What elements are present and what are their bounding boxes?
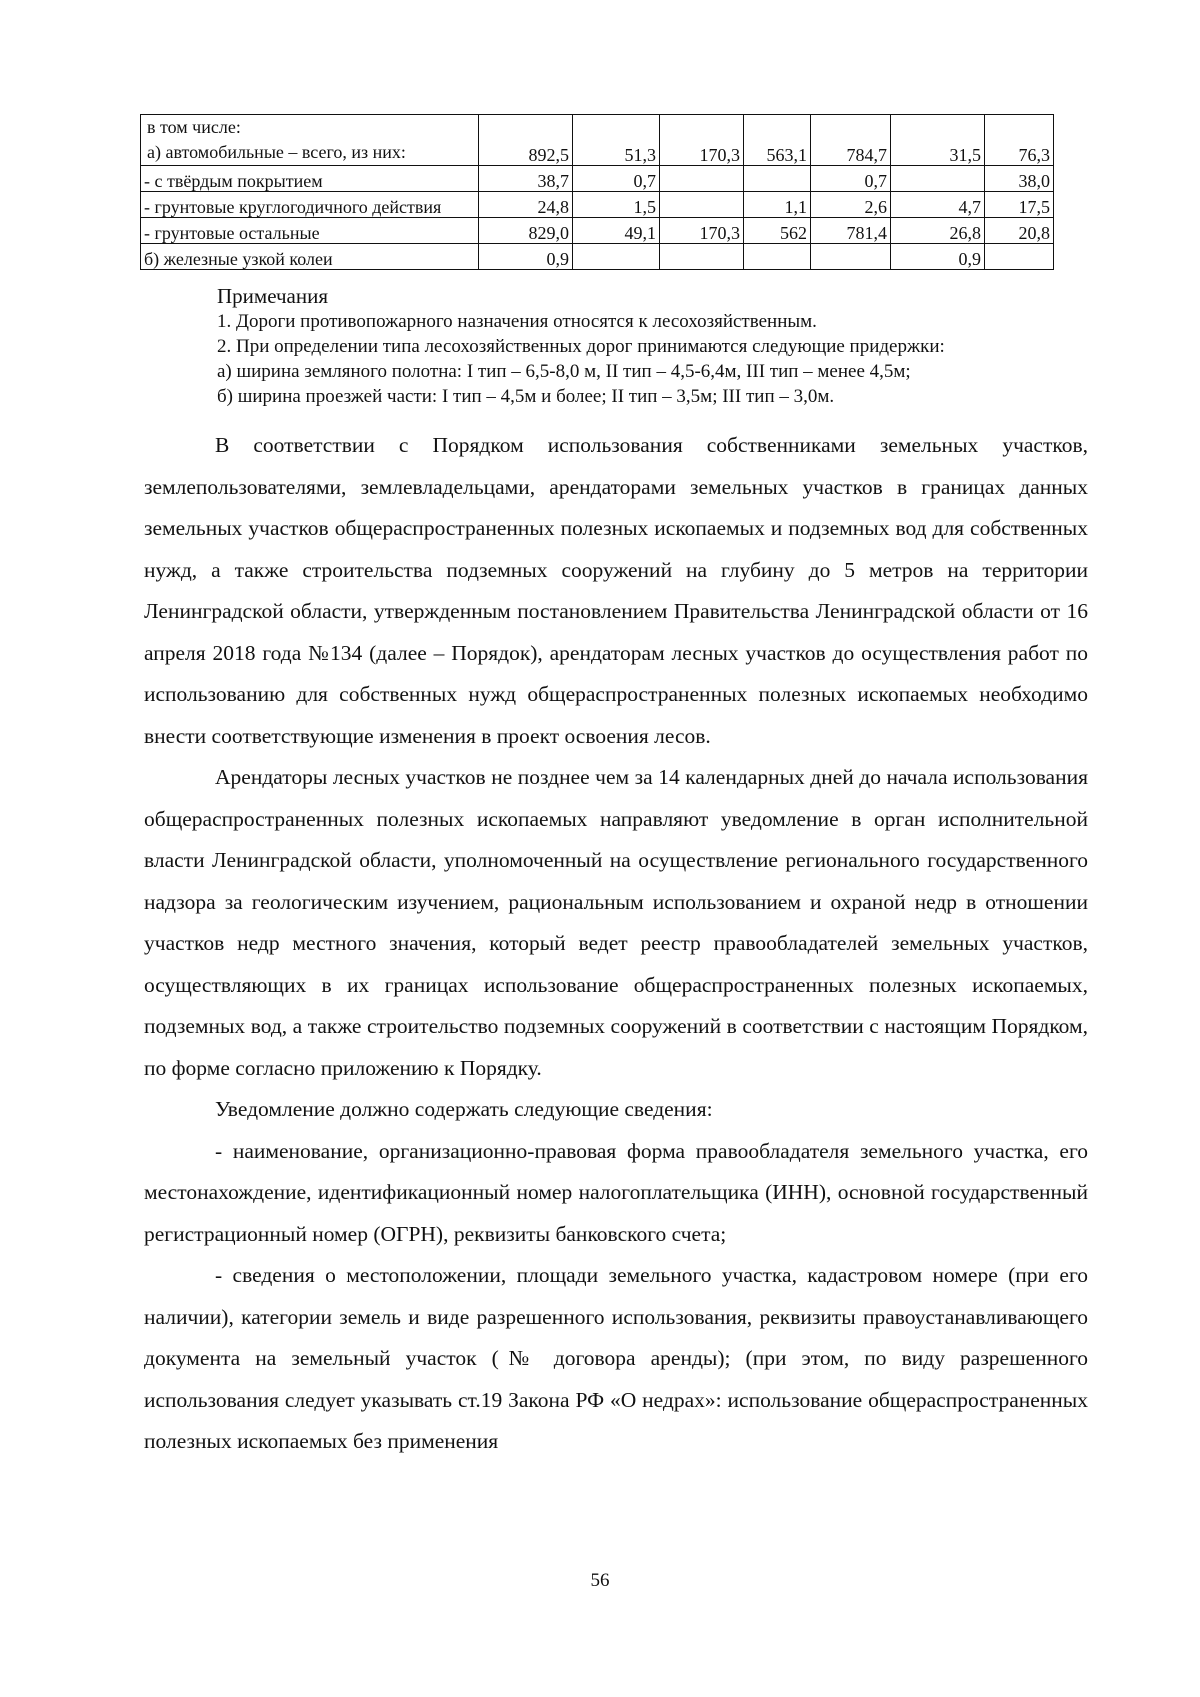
table-header-label: в том числе: (147, 117, 241, 137)
paragraph: В соответствии с Порядком использования собственниками земельных участков, землепользователями, землевладельцами, арендаторами земельных участков в границах данных земельных участков общераспространенных полезных ископаемых и подземных вод для собственных нужд, а также строительства подземных сооружений на глубину до 5 метров на территории Ленинградской области, утвержденным постановлением Правительства Ленинградской области от 16 апреля 2018 года №134 (далее – Порядок), арендаторам лесных участков до осуществления работ по использованию для собственных нужд общераспространенных полезных ископаемых необходимо внести соответствующие изменения в проект освоения лесов. (144, 433, 1088, 748)
table-cell: 781,4 (811, 218, 891, 244)
note-line: а) ширина земляного полотна: I тип – 6,5-8,0 м, II тип – 4,5-6,4м, III тип – менее 4,5м; (217, 361, 911, 382)
row-label: б) железные узкой колеи (141, 244, 479, 270)
table-cell: 1,1 (744, 192, 811, 218)
table-cell (811, 244, 891, 270)
table-cell: 24,8 (479, 192, 573, 218)
table-cell: 4,7 (891, 192, 985, 218)
table-cell (985, 244, 1054, 270)
table-cell: 562 (744, 218, 811, 244)
roads-table (140, 114, 1054, 270)
table-cell (744, 244, 811, 270)
table-cell: 892,5 (479, 115, 573, 166)
paragraph: - наименование, организационно-правовая форма правообладателя земельного участка, его местонахождение, идентификационный номер налогоплательщика (ИНН), основной государственный регистрационный номер (ОГРН), реквизиты банковского счета; (144, 1138, 1088, 1246)
table-cell: 0,9 (891, 244, 985, 270)
table-cell: 0,7 (811, 166, 891, 192)
table-row (141, 218, 1054, 244)
row-label: - грунтовые круглогодичного действия (141, 192, 479, 218)
table-cell: 49,1 (573, 218, 660, 244)
table-cell (891, 166, 985, 192)
notes-heading: Примечания (217, 284, 329, 308)
table-cell: 829,0 (479, 218, 573, 244)
table-cell: 38,7 (479, 166, 573, 192)
table-cell: 2,6 (811, 192, 891, 218)
notes-block (217, 284, 1117, 409)
row-label: а) автомобильные – всего, из них: (147, 142, 406, 162)
row-label: - грунтовые остальные (141, 218, 479, 244)
table-cell: 170,3 (660, 115, 744, 166)
table-cell-label (141, 115, 479, 166)
table-cell: 170,3 (660, 218, 744, 244)
table-cell: 20,8 (985, 218, 1054, 244)
table-cell (744, 166, 811, 192)
table-cell: 0,7 (573, 166, 660, 192)
table-row (141, 115, 1054, 166)
table-row (141, 166, 1054, 192)
table-row (141, 192, 1054, 218)
table-cell: 76,3 (985, 115, 1054, 166)
table-row (141, 244, 1054, 270)
table-cell (573, 244, 660, 270)
body-text (144, 425, 1088, 1463)
table-cell (660, 166, 744, 192)
table-cell (660, 244, 744, 270)
table-cell: 51,3 (573, 115, 660, 166)
page-number: 56 (590, 1570, 610, 1591)
table-cell: 1,5 (573, 192, 660, 218)
note-line: 1. Дороги противопожарного назначения относятся к лесохозяйственным. (217, 311, 817, 332)
table-cell: 784,7 (811, 115, 891, 166)
table-cell: 563,1 (744, 115, 811, 166)
table-cell: 26,8 (891, 218, 985, 244)
note-line: б) ширина проезжей части: I тип – 4,5м и более; II тип – 3,5м; III тип – 3,0м. (217, 386, 835, 407)
paragraph: Арендаторы лесных участков не позднее чем за 14 календарных дней до начала использования общераспространенных полезных ископаемых направляют уведомление в орган исполнительной власти Ленинградской области, уполномоченный на осуществление регионального государственного надзора за геологическим изучением, рациональным использованием и охраной недр в отношении участков недр местного значения, который ведет реестр правообладателей земельных участков, осуществляющих в их границах использование общераспространенных полезных ископаемых, подземных вод, а также строительство подземных сооружений в соответствии с настоящим Порядком, по форме согласно приложению к Порядку. (144, 765, 1088, 1080)
table-cell: 17,5 (985, 192, 1054, 218)
table-cell (660, 192, 744, 218)
row-label: - с твёрдым покрытием (141, 166, 479, 192)
table-cell: 31,5 (891, 115, 985, 166)
paragraph: Уведомление должно содержать следующие сведения: (215, 1097, 713, 1121)
table-cell: 38,0 (985, 166, 1054, 192)
note-line: 2. При определении типа лесохозяйственных дорог принимаются следующие придержки: (217, 336, 945, 357)
paragraph: - сведения о местоположении, площади земельного участка, кадастровом номере (при его наличии), категории земель и виде разрешенного использования, реквизиты правоустанавливающего документа на земельный участок (№ договора аренды); (при этом, по виду разрешенного использования следует указывать ст.19 Закона РФ «О недрах»: использование общераспространенных полезных ископаемых без применения (144, 1263, 1088, 1453)
table-cell: 0,9 (479, 244, 573, 270)
